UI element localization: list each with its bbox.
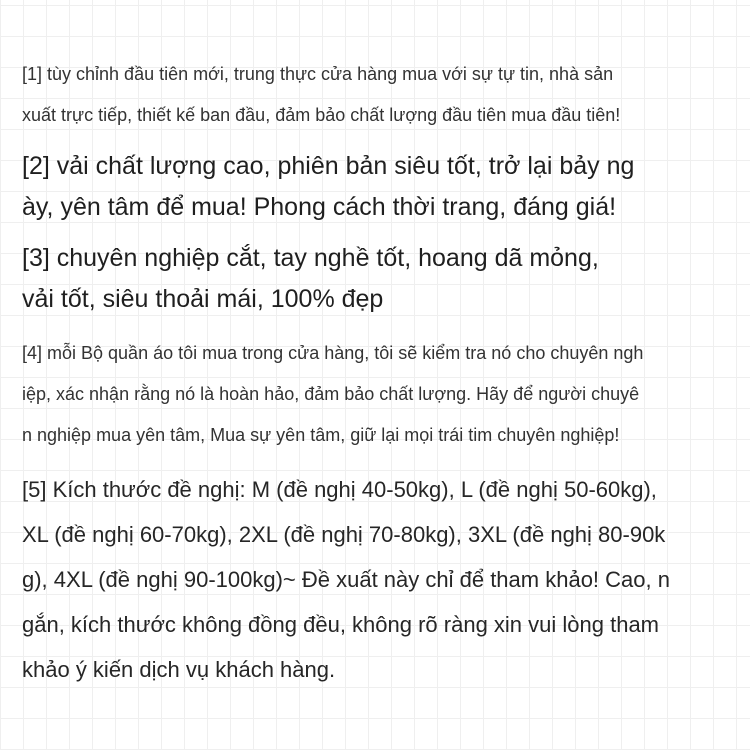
paragraph-2-fabric-quality: [22, 146, 734, 228]
paragraph-1-line-2: xuất trực tiếp, thiết kế ban đầu, đảm bảo chất lượng đầu tiên mua đầu tiên!: [22, 105, 621, 125]
paragraph-2-line-1: [2] vải chất lượng cao, phiên bản siêu tốt, trở lại bảy ng: [22, 152, 635, 180]
paragraph-4-line-2: iệp, xác nhận rằng nó là hoàn hảo, đảm bảo chất lượng. Hãy để người chuyê: [22, 384, 640, 404]
paragraph-3-cutting-craft: [22, 238, 734, 320]
paragraph-4-quality-check: [22, 333, 734, 456]
paragraph-1-line-1: [1] tùy chỉnh đầu tiên mới, trung thực cửa hàng mua với sự tự tin, nhà sản: [22, 64, 614, 84]
paragraph-5-line-2: XL (đề nghị 60-70kg), 2XL (đề nghị 70-80kg), 3XL (đề nghị 80-90k: [22, 522, 666, 547]
paragraph-3-line-1: [3] chuyên nghiệp cắt, tay nghề tốt, hoang dã mỏng,: [22, 244, 599, 272]
paragraph-5-line-1: [5] Kích thước đề nghị: M (đề nghị 40-50kg), L (đề nghị 50-60kg),: [22, 477, 657, 502]
paragraph-4-line-1: [4] mỗi Bộ quần áo tôi mua trong cửa hàng, tôi sẽ kiểm tra nó cho chuyên ngh: [22, 343, 644, 363]
paragraph-5-line-3: g), 4XL (đề nghị 90-100kg)~ Đề xuất này chỉ để tham khảo! Cao, n: [22, 567, 670, 592]
paragraph-5-size-guide: [22, 467, 734, 692]
paragraph-4-line-3: n nghiệp mua yên tâm, Mua sự yên tâm, giữ lại mọi trái tim chuyên nghiệp!: [22, 425, 620, 445]
paragraph-3-line-2: vải tốt, siêu thoải mái, 100% đẹp: [22, 285, 384, 313]
paragraph-2-line-2: ày, yên tâm để mua! Phong cách thời trang, đáng giá!: [22, 193, 617, 221]
paragraph-5-line-5: khảo ý kiến dịch vụ khách hàng.: [22, 657, 336, 682]
paragraph-1-custom-manufacturing: [22, 54, 734, 136]
paragraph-5-line-4: gắn, kích thước không đồng đều, không rõ ràng xin vui lòng tham: [22, 612, 660, 637]
